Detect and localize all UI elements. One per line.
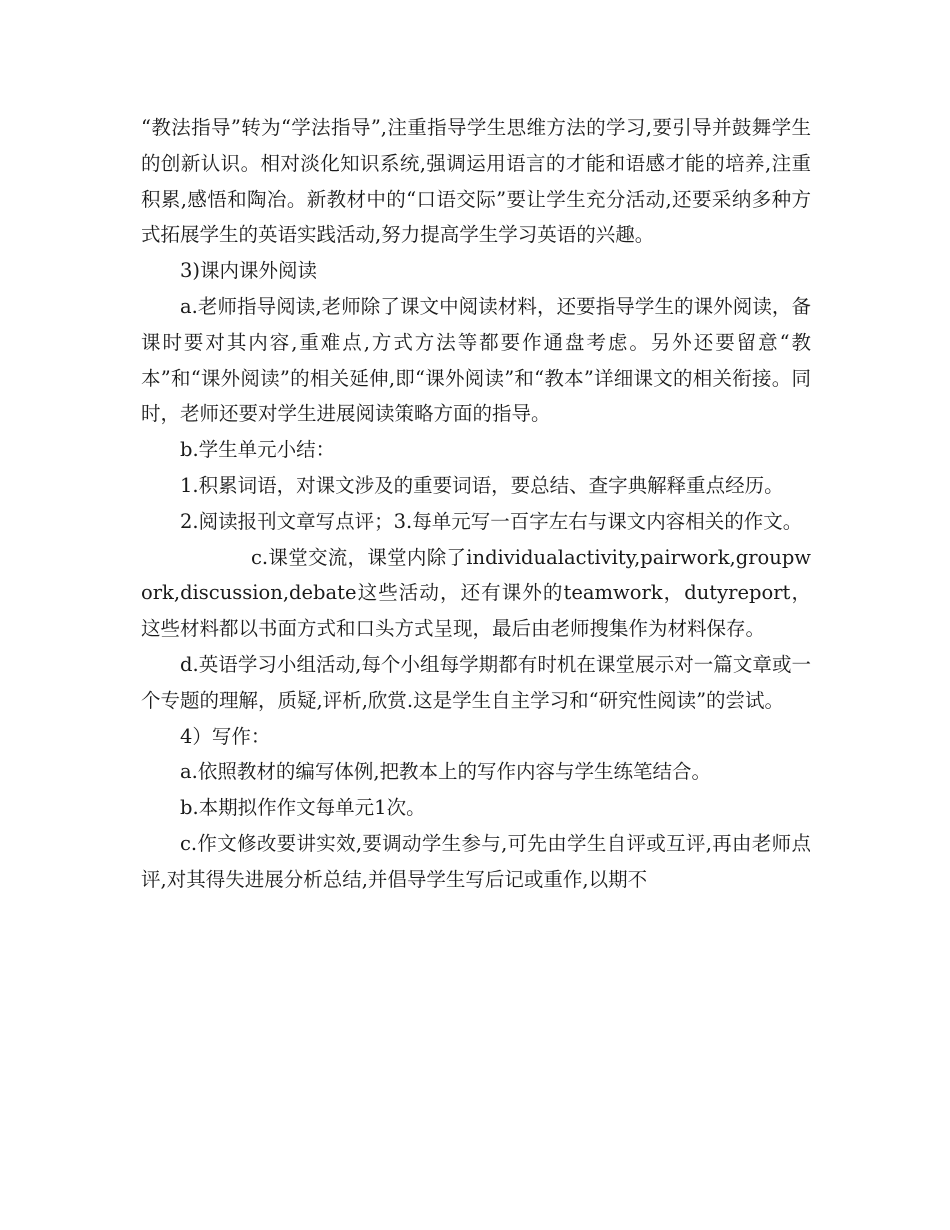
paragraph-teacher-guided-reading: a.老师指导阅读,老师除了课文中阅读材料，还要指导学生的课外阅读，备课时要对其内容,重难点,方式方法等都要作通盘考虑。另外还要留意“教本”和“课外阅读”的相关延伸,即“课外阅读”和“教本”详细课文的相关衔接。同时，老师还要对学生进展阅读策略方面的指导。 <box>141 294 811 426</box>
paragraph-teaching-method: “教法指导”转为“学法指导”,注重指导学生思维方法的学习,要引导并鼓舞学生的创新认识。相对淡化知识系统,强调运用语言的才能和语感才能的培养,注重积累,感悟和陶冶。新教材中的“口语交际”要让学生充分活动,还要采纳多种方式拓展学生的英语实践活动,努力提高学生学习英语的兴趣。 <box>141 116 811 247</box>
paragraph-study-group: d.英语学习小组活动,每个小组每学期都有时机在课堂展示对一篇文章或一个专题的理解，质疑,评析,欣赏.这是学生自主学习和“研究性阅读”的尝试。 <box>141 652 811 712</box>
paragraph-unit-summary: b.学生单元小结： <box>180 438 336 462</box>
paragraph-class-exchange: c.课堂交流，课堂内除了individualactivity,pairwork,groupwork,discussion,debate这些活动，还有课外的teamwork，dutyreport，这些材料都以书面方式和口头方式呈现，最后由老师搜集作为材料保存。 <box>141 545 811 641</box>
paragraph-vocabulary: 1.积累词语，对课文涉及的重要词语，要总结、查字典解释重点经历。 <box>180 473 784 497</box>
paragraph-composition-revision: c.作文修改要讲实效,要调动学生参与,可先由学生自评或互评,再由老师点评,对其得失进展分析总结,并倡导学生写后记或重作,以期不 <box>141 831 811 891</box>
paragraph-composition-frequency: b.本期拟作作文每单元1次。 <box>180 796 426 820</box>
paragraph-newspaper-review: 2.阅读报刊文章写点评；3.每单元写一百字左右与课文内容相关的作文。 <box>180 509 803 533</box>
document-body <box>141 110 811 898</box>
paragraph-writing-structure: a.依照教材的编写体例,把教本上的写作内容与学生练笔结合。 <box>180 760 712 784</box>
heading-reading: 3)课内课外阅读 <box>180 259 318 283</box>
heading-writing: 4）写作： <box>180 724 271 748</box>
